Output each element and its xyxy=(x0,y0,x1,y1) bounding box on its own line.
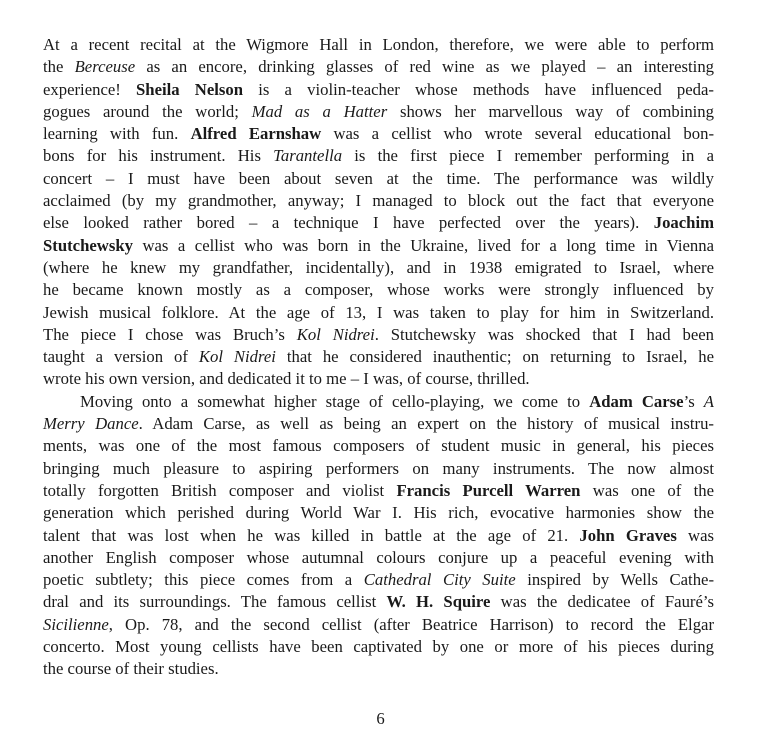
text-run: he became known mostly as a composer, whose works were strongly influenced by xyxy=(43,280,714,300)
text-line xyxy=(43,480,714,502)
text-run: was the dedicatee of Fauré’s xyxy=(490,592,715,612)
text-line xyxy=(43,502,714,524)
bold-name: Francis Purcell Warren xyxy=(396,480,581,500)
text-line xyxy=(43,101,714,123)
text-run: totally forgotten British composer and violist xyxy=(43,480,397,500)
text-run: another English composer whose autumnal colours conjure up a peaceful evening with xyxy=(43,547,714,567)
italic-title: Kol Nidrei xyxy=(296,324,375,344)
italic-title: Kol Nidrei xyxy=(198,347,276,367)
text-line xyxy=(43,190,714,212)
paragraph xyxy=(43,34,714,391)
text-line xyxy=(43,212,714,234)
text-run: else looked rather bored – a technique I have perfected over the years). xyxy=(43,213,654,233)
italic-title: Sicilienne xyxy=(43,614,109,634)
bold-name: John Graves xyxy=(579,525,677,545)
text-line xyxy=(43,525,714,547)
text-run: , Op. 78, and the second cellist (after Beatrice Harrison) to record the Elgar xyxy=(108,614,714,634)
text-run: . Adam Carse, as well as being an expert on the history of musical instru- xyxy=(138,414,714,434)
text-run: learning with fun. xyxy=(43,124,191,144)
text-run: ments, was one of the most famous composers of student music in general, his pieces xyxy=(43,436,714,456)
italic-title: Cathedral City Suite xyxy=(363,570,516,590)
text-line xyxy=(43,458,714,480)
bold-name: Sheila Nelson xyxy=(136,79,244,99)
text-line xyxy=(43,279,714,301)
text-run: is a violin-teacher whose methods have influenced peda- xyxy=(243,79,714,99)
text-run: was a cellist who wrote several educational bon- xyxy=(321,124,715,144)
italic-title: Tarantella xyxy=(273,146,343,166)
text-line xyxy=(43,413,714,435)
text-run: The piece I chose was Bruch’s xyxy=(43,324,297,344)
text-run: was xyxy=(676,525,714,545)
text-line xyxy=(43,391,714,413)
bold-name: Alfred Earnshaw xyxy=(190,124,322,144)
text-line xyxy=(43,591,714,613)
text-run: gogues around the world; xyxy=(43,101,252,121)
text-run: as an encore, drinking glasses of red wine as we played – an interesting xyxy=(135,57,715,77)
text-run: concerto. Most young cellists have been captivated by one or more of his pieces during xyxy=(43,637,714,657)
bold-name: W. H. Squire xyxy=(386,592,491,612)
text-run: concert – I must have been about seven at the time. The performance was wildly xyxy=(43,168,714,188)
bold-name: Adam Carse xyxy=(589,391,684,411)
text-line xyxy=(43,435,714,457)
text-run: that he considered inauthentic; on returning to Israel, he xyxy=(275,347,714,367)
text-run: . Stutchewsky was shocked that I had been xyxy=(374,324,714,344)
text-run: experience! xyxy=(43,79,137,99)
text-line xyxy=(43,302,714,324)
bold-name: Stutchewsky xyxy=(43,235,133,255)
text-line xyxy=(43,34,714,56)
text-run: shows her marvellous way of combining xyxy=(387,101,714,121)
text-run: was one of the xyxy=(580,480,714,500)
bold-name: Joachim xyxy=(653,213,714,233)
italic-title: Mad as a Hatter xyxy=(251,101,388,121)
text-run: bringing much pleasure to aspiring performers on many instruments. The now almost xyxy=(43,458,714,478)
text-run: talent that was lost when he was killed in battle at the age of 21. xyxy=(43,525,580,545)
text-line xyxy=(43,636,714,658)
text-line xyxy=(43,168,714,190)
text-line xyxy=(43,257,714,279)
text-run: generation which perished during World War I. His rich, evocative harmonies show the xyxy=(43,503,714,523)
text-run: wrote his own version, and dedicated it to me – I was, of course, thrilled. xyxy=(43,369,530,389)
text-run: is the first piece I remember performing in a xyxy=(342,146,714,166)
text-run: the xyxy=(43,57,75,77)
text-run: At a recent recital at the Wigmore Hall in London, therefore, we were able to perform xyxy=(43,35,714,54)
text-line xyxy=(43,123,714,145)
text-line xyxy=(43,79,714,101)
page-number: 6 xyxy=(376,709,385,728)
text-run: acclaimed (by my grandmother, anyway; I managed to block out the fact that everyone xyxy=(43,191,714,211)
paragraph xyxy=(43,391,714,681)
italic-title: Merry Dance xyxy=(43,414,139,434)
text-run: the course of their studies. xyxy=(43,659,219,679)
body-text xyxy=(43,34,714,681)
text-run: (where he knew my grandfather, incidentally), and in 1938 emigrated to Israel, where xyxy=(43,257,714,277)
text-line xyxy=(43,235,714,257)
text-run: was a cellist who was born in the Ukraine, lived for a long time in Vienna xyxy=(132,235,714,255)
text-run: Moving onto a somewhat higher stage of cello-playing, we come to xyxy=(80,391,590,411)
text-run: dral and its surroundings. The famous cellist xyxy=(43,592,387,612)
text-run: ’s xyxy=(683,391,704,411)
text-run: inspired by Wells Cathe- xyxy=(515,570,715,590)
italic-title: A xyxy=(703,391,714,411)
text-line xyxy=(43,658,714,680)
text-line xyxy=(43,324,714,346)
text-line xyxy=(43,368,714,390)
text-run: Jewish musical folklore. At the age of 13, I was taken to play for him in Switzerland. xyxy=(43,302,714,322)
text-line xyxy=(43,145,714,167)
text-run: poetic subtlety; this piece comes from a xyxy=(43,570,364,590)
text-line xyxy=(43,56,714,78)
text-line xyxy=(43,614,714,636)
italic-title: Berceuse xyxy=(74,57,136,77)
text-run: taught a version of xyxy=(43,347,199,367)
text-line xyxy=(43,346,714,368)
text-run: bons for his instrument. His xyxy=(43,146,274,166)
text-line xyxy=(43,569,714,591)
text-line xyxy=(43,547,714,569)
